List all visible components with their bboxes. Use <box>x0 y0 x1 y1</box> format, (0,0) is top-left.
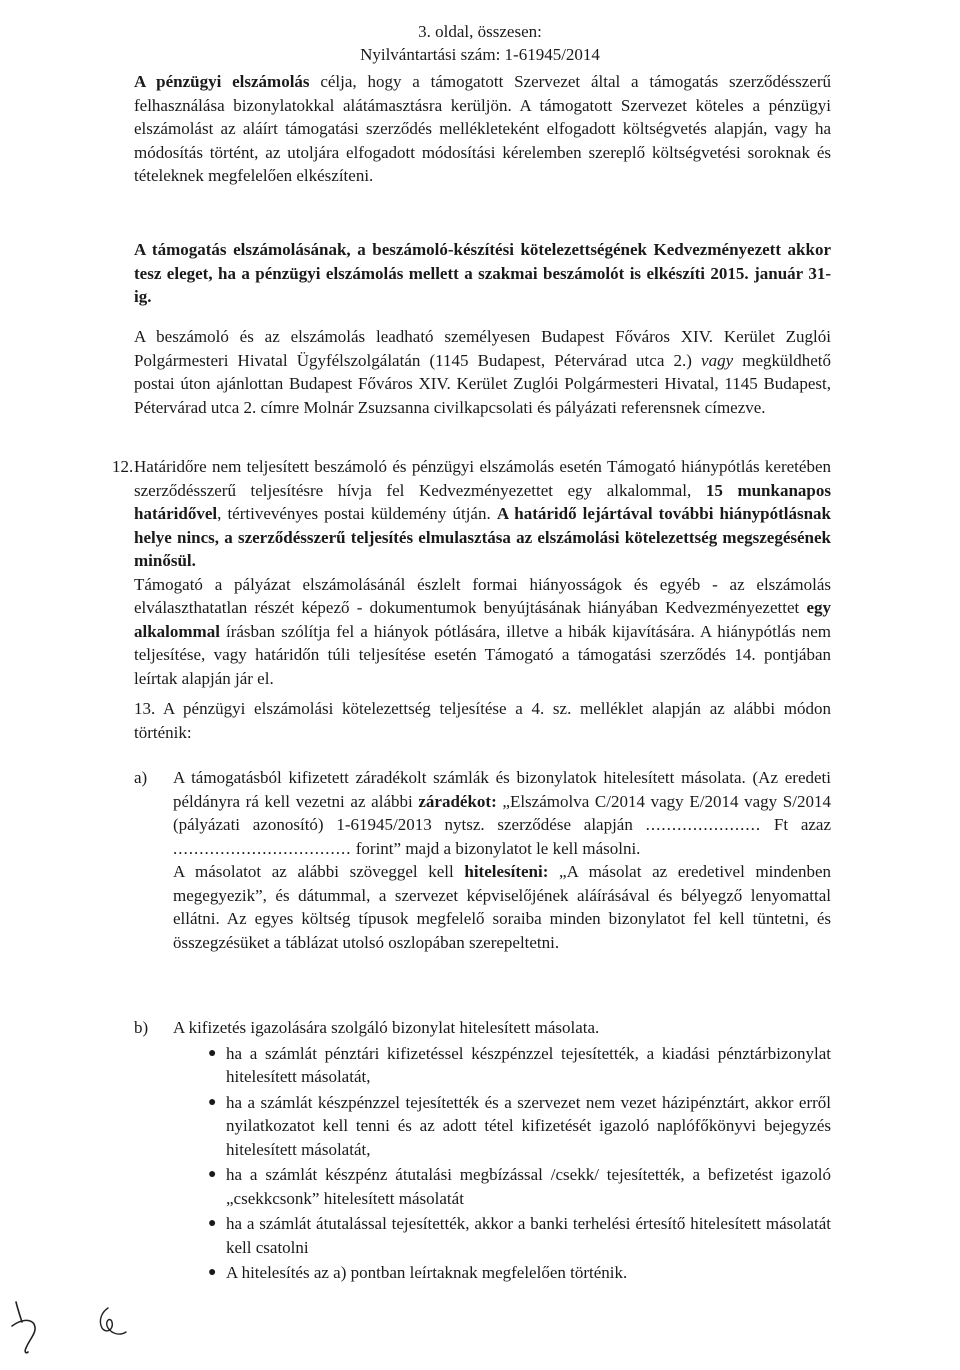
section-text: , tértivevényes postai küldemény útján. <box>217 504 497 523</box>
section-text: írásban szólítja fel a hiányok pótlására, illetve a hibák kijavítására. A hiánypótlás nem teljesítése, vagy határidőn túli teljesítése esetén Támogató a támogatási szerződés 14. pontjában leírtak alapján jár el. <box>134 621 831 688</box>
list-item <box>208 1163 831 1210</box>
item-label: a) <box>134 768 148 787</box>
list-item <box>208 1261 831 1285</box>
item-b <box>134 1016 831 1285</box>
amount-blank: ...................... <box>645 815 762 834</box>
paragraph-purpose <box>134 70 831 188</box>
registry-number: Nyilvántartási szám: 1-61945/2014 <box>360 45 600 64</box>
list-item-text: ha a számlát átutalással tejesítették, akkor a banki terhelési értesítő hitelesített másolatát kell csatolni <box>226 1214 831 1257</box>
section-body <box>134 455 831 690</box>
item-paragraph <box>173 860 831 954</box>
bold-once: egy alkalommal <box>134 598 831 641</box>
bullet-icon: ● <box>208 1094 217 1110</box>
italic-word: vagy <box>701 350 734 370</box>
paragraph-submission <box>134 325 831 419</box>
bold-clause: záradékot: <box>418 791 497 811</box>
item-label: b) <box>134 1018 149 1037</box>
item-text: A támogatásból kifizetett záradékolt számlák és bizonylatok hitelesített másolata. (Az eredeti példányra rá kell vezetni az alábbi <box>173 768 831 811</box>
list-item-text: A hitelesítés az a) pontban leírtaknak megfelelően történik. <box>226 1263 628 1282</box>
list-item <box>208 1042 831 1089</box>
initials-drawing <box>8 1296 148 1356</box>
paragraph-deadline: A támogatás elszámolásának, a beszámoló-készítési kötelezettségének Kedvezményezett akkor tesz eleget, ha a pénzügyi elszámolás mellett a szakmai beszámolót is elkészíti 2015. január 31-ig. <box>134 240 831 306</box>
item-intro: A kifizetés igazolására szolgáló bizonylat hitelesített másolata. <box>173 1018 600 1037</box>
section-12 <box>112 455 831 690</box>
handwritten-initials <box>8 1296 148 1356</box>
bullet-list <box>208 1042 831 1285</box>
list-item-text: ha a számlát pénztári kifizetéssel készpénzzel tejesítették, a kiadási pénztárbizonylat hitelesített másolatát, <box>226 1043 831 1086</box>
bullet-icon: ● <box>208 1265 217 1280</box>
bullet-icon: ● <box>208 1045 217 1061</box>
section-text: Határidőre nem teljesített beszámoló és pénzügyi elszámolás esetén Támogató hiánypótlás keretében szerződésszerű teljesítésre hívja fel Kedvezményezettet egy alkalommal, <box>134 457 831 500</box>
item-body <box>173 766 831 954</box>
list-item <box>208 1091 831 1162</box>
item-text: „A másolat az eredetivel mindenben megegyezik”, és dátummal, a szervezet képviselőjének aláírásával és bélyegző lenyomattal ellátni. Az egyes költség típusok megfelelő soraiba minden bizonylatot fel kell tüntetni, és összegzésüket a táblázat utolsó oszlopában szerepeltetni. <box>173 862 831 952</box>
bold-lead: A pénzügyi elszámolás <box>134 72 310 91</box>
page-header <box>0 20 960 66</box>
bold-warning: A határidő lejártával további hiánypótlásnak helye nincs, a szerződésszerű teljesítés elmulasztása az elszámolási kötelezettség megszegésének minősül. <box>134 504 832 570</box>
item-a <box>134 766 831 954</box>
item-text: forint” majd a bizonylatot le kell másolni. <box>351 838 641 858</box>
bold-certify: hitelesíteni: <box>464 862 549 881</box>
item-text: Ft azaz <box>761 815 832 834</box>
item-body <box>173 1016 831 1285</box>
item-text: „Elszámolva C/2014 vagy E/2014 vagy S/2014 (pályázati azonosító) 1-61945/2013 nytsz. szerződése alapján <box>173 791 831 834</box>
bullet-icon: ● <box>208 1216 217 1231</box>
list-item-text: ha a számlát készpénzzel tejesítették és a szervezet nem vezet házipénztárt, akkor erről nyilatkozatot kell tenni és az adott tétel kifizetését igazoló naplófőkönyvi bejegyzés hitelesített másolatát, <box>226 1092 831 1159</box>
page-number: 3. oldal, összesen: <box>418 22 542 41</box>
item-text: A másolatot az alábbi szöveggel kell <box>173 862 465 881</box>
paragraph-text: célja, hogy a támogatott Szervezet által a támogatás szerződésszerű felhasználása bizonylatokkal alátámasztásra kerüljön. A támogatott Szervezet köteles a pénzügyi elszámolást az aláírt támogatási szerződés mellékleteként elfogadott költségvetés alapján, vagy ha módosítás történt, az utoljára elfogadott módosítási kérelemben szereplő költségvetési soroknak és tételeknek megfelelően elkészíteni. <box>134 72 831 185</box>
paragraph-text: megküldhető postai úton ajánlottan Budapest Főváros XIV. Kerület Zuglói Polgármesteri Hivatal, 1145 Budapest, Pétervárad utca 2. címre Molnár Zsuzsanna civilkapcsolati és pályázati referensnek címezve. <box>134 350 832 417</box>
bold-deadline: 15 munkanapos határidővel <box>134 480 831 523</box>
list-item <box>208 1212 831 1259</box>
section-paragraph <box>134 573 831 691</box>
words-blank: .................................. <box>173 838 352 858</box>
paragraph-text: A beszámoló és az elszámolás leadható személyesen Budapest Főváros XIV. Kerület Zuglói Polgármesteri Hivatal Ügyfélszolgálatán (1145 Budapest, Pétervárad utca 2.) <box>134 327 831 370</box>
section-13: 13. A pénzügyi elszámolási kötelezettség teljesítése a 4. sz. melléklet alapján az alábbi módon történik: <box>134 699 831 742</box>
section-number: 12. <box>112 457 134 476</box>
section-text: Támogató a pályázat elszámolásánál észlelt formai hiányosságok és egyéb - az elszámolás elválaszthatatlan részét képező - dokumentumok benyújtásának hiányában Kedvezményezettet <box>134 574 831 617</box>
list-item-text: ha a számlát készpénz átutalási megbízással /csekk/ tejesítették, a befizetést igazoló „csekkcsonk” hitelesített másolatát <box>226 1165 831 1208</box>
bullet-icon: ● <box>208 1167 217 1182</box>
